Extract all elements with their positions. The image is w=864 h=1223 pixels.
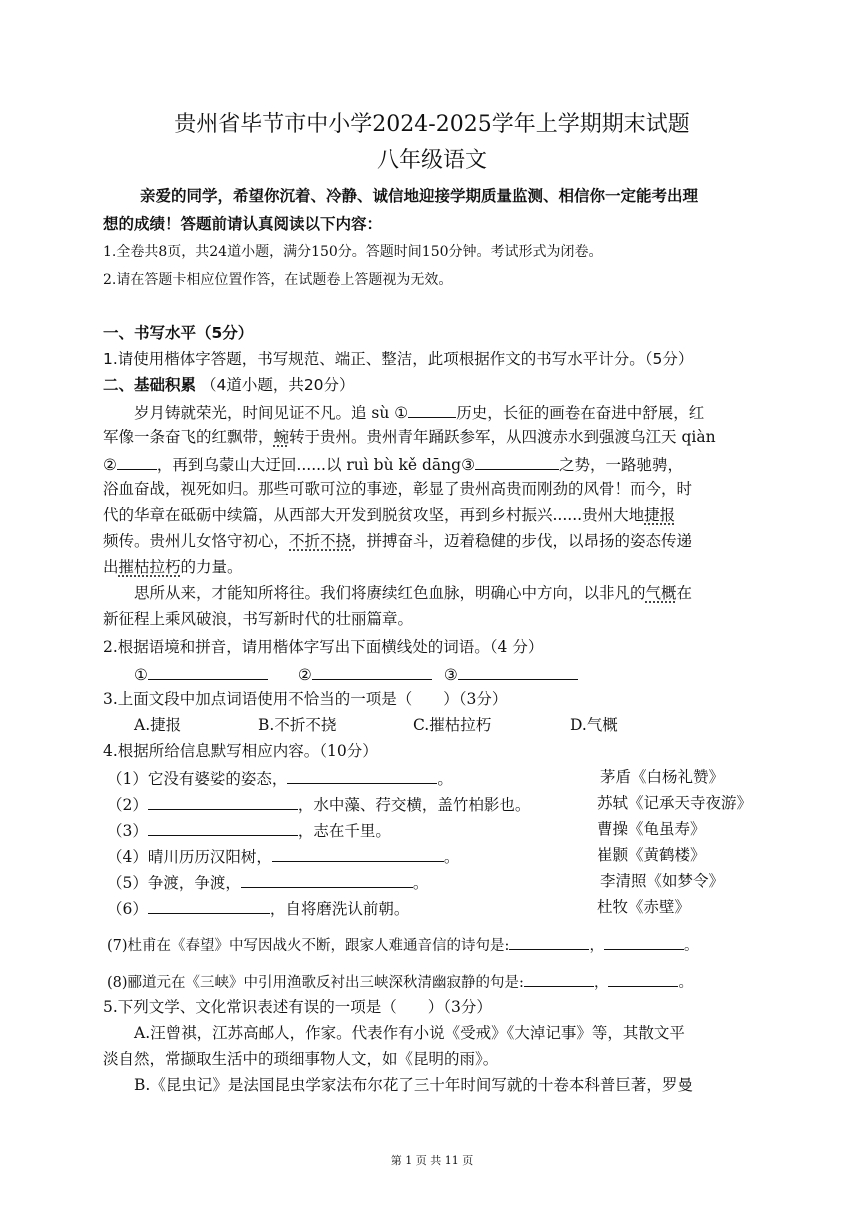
question-2: 2.根据语境和拼音，请用楷体字写出下面横线处的词语。（4 分） xyxy=(103,638,544,656)
passage-line-4: 浴血奋战，视死如归。那些可歌可泣的事迹，彰显了贵州高贵而刚劲的风骨！而今，时 xyxy=(103,480,693,498)
question-1: 1.请使用楷体字答题，书写规范、端正、整洁，此项根据作文的书写水平计分。（5分） xyxy=(103,350,694,368)
q4-author-1: 茅盾《白杨礼赞》 xyxy=(600,768,725,786)
passage-line-7 xyxy=(103,557,243,577)
passage-text: 代的华章在砥砺中续篇，从西部大开发到脱贫攻坚，再到乡村振兴......贵州大地 xyxy=(103,506,645,524)
q4-blank-7a[interactable] xyxy=(509,933,589,950)
intro-line-2: 想的成绩！答题前请认真阅读以下内容： xyxy=(103,215,383,233)
section2-heading: 二、基础积累 xyxy=(103,376,197,394)
q4-item-text: 。 xyxy=(443,848,460,866)
passage-text: 在 xyxy=(676,584,693,602)
q4-item-2 xyxy=(107,793,530,815)
answer-blank-3[interactable] xyxy=(475,453,559,470)
q4-blank-4[interactable] xyxy=(272,845,444,862)
q4-blank-2[interactable] xyxy=(148,793,298,810)
passage-text: ，拼搏奋斗，迈着稳健的步伐，以昂扬的姿态传递 xyxy=(351,532,693,550)
q2-blank-3[interactable] xyxy=(458,663,578,680)
q4-comma: ， xyxy=(589,938,604,954)
q4-comma: ， xyxy=(593,975,609,991)
question-3: 3.上面文段中加点词语使用不恰当的一项是（ ）（3分） xyxy=(103,690,508,708)
passage-line-9: 新征程上乘风破浪，书写新时代的壮丽篇章。 xyxy=(103,610,414,628)
passage-line-5 xyxy=(103,505,675,525)
q4-period: 。 xyxy=(678,975,693,991)
passage-line-1 xyxy=(134,401,704,423)
passage-text: 频传。贵州儿女恪守初心， xyxy=(103,532,290,550)
passage-text: 岁月铸就荣光，时间见证不凡。追 sù ① xyxy=(134,404,409,422)
q4-item-text: 。 xyxy=(437,770,453,788)
passage-text: ② xyxy=(103,456,117,474)
page-footer: 第 1 页 共 11 页 xyxy=(390,1154,474,1167)
q4-item-text: （3） xyxy=(107,822,148,840)
q4-item-text: (8)郦道元在《三峡》中引用渔歌反衬出三峡深秋清幽寂静的句是: xyxy=(107,975,524,991)
q4-item-text: ，志在千里。 xyxy=(297,822,391,840)
passage-line-6 xyxy=(103,531,692,551)
passage-text: 军像一条奋飞的红飘带， xyxy=(103,428,274,446)
q4-item-8 xyxy=(107,970,693,993)
q4-item-text: （6） xyxy=(107,900,148,918)
q4-item-5 xyxy=(107,871,428,893)
q5-option-a-line-1: A.汪曾祺，江苏高邮人，作家。代表作有小说《受戒》《大淖记事》等，其散文平 xyxy=(134,1024,685,1042)
q4-item-text: （4）晴川历历汉阳树， xyxy=(107,848,272,866)
q4-item-6 xyxy=(107,897,409,919)
q4-item-3 xyxy=(107,819,391,841)
q2-blank-1[interactable] xyxy=(148,663,268,680)
q4-blank-5[interactable] xyxy=(241,871,413,888)
q4-blank-8a[interactable] xyxy=(524,970,594,987)
q4-item-7 xyxy=(107,933,698,956)
q4-item-text: （2） xyxy=(107,796,148,814)
question-5: 5.下列文学、文化常识表述有误的一项是（ ）（3分） xyxy=(103,998,492,1016)
q4-author-5: 李清照《如梦令》 xyxy=(600,872,725,890)
q2-marker-2: ② xyxy=(297,666,312,684)
passage-line-8 xyxy=(134,583,692,603)
q4-period: 。 xyxy=(683,938,699,954)
passage-text: 历史，长征的画卷在奋进中舒展，红 xyxy=(456,404,705,422)
dotted-word: 蜿 xyxy=(273,428,290,446)
q2-blank-2[interactable] xyxy=(312,663,432,680)
dotted-word-cuikulaxiu: 摧枯拉朽 xyxy=(118,558,181,576)
section2-heading-note: （4道小题，共20分） xyxy=(200,376,355,394)
q4-item-text: 。 xyxy=(412,874,429,892)
passage-text: 的力量。 xyxy=(180,558,243,576)
q4-author-3: 曹操《龟虽寿》 xyxy=(597,820,706,838)
passage-text: 转于贵州。贵州青年踊跃参军，从四渡赤水到强渡乌江天 qiàn xyxy=(289,428,716,446)
q4-item-text: ，自将磨洗认前朝。 xyxy=(269,900,410,918)
q5-option-b-line-1: B.《昆虫记》是法国昆虫学家法布尔花了三十年时间写就的十卷本科普巨著，罗曼 xyxy=(134,1076,693,1094)
q2-blanks xyxy=(134,663,578,685)
dotted-word-buzhebunao: 不折不挠 xyxy=(289,532,352,550)
q3-option-a: A.捷报 xyxy=(134,716,182,734)
q4-item-1 xyxy=(107,767,453,789)
passage-text: 思所从来，才能知所将往。我们将赓续红色血脉，明确心中方向，以非凡的 xyxy=(134,584,646,602)
section1-heading: 一、书写水平（5分） xyxy=(103,324,254,342)
exam-subtitle: 八年级语文 xyxy=(376,148,487,173)
q4-author-2: 苏轼《记承天寺夜游》 xyxy=(597,794,753,812)
q3-option-b: B.不折不挠 xyxy=(258,716,337,734)
exam-title: 贵州省毕节市中小学2024-2025学年上学期期末试题 xyxy=(174,112,690,137)
intro-line-1: 亲爱的同学，希望你沉着、冷静、诚信地迎接学期质量监测、相信你一定能考出理 xyxy=(140,187,699,205)
q4-author-6: 杜牧《赤壁》 xyxy=(597,898,691,916)
answer-blank-2[interactable] xyxy=(117,453,157,470)
passage-line-2 xyxy=(103,427,716,447)
dotted-word-jiebao: 捷报 xyxy=(644,506,676,524)
q3-option-d: D.气概 xyxy=(570,716,618,734)
q2-marker-3: ③ xyxy=(443,666,458,684)
q3-option-c: C.摧枯拉朽 xyxy=(413,716,492,734)
passage-line-3 xyxy=(103,453,683,475)
q4-item-4 xyxy=(107,845,459,867)
q5-option-a-line-2: 淡自然，常撷取生活中的琐细事物人文，如《昆明的雨》。 xyxy=(103,1050,499,1068)
answer-blank-1[interactable] xyxy=(408,401,456,418)
q4-item-text: ，水中藻、荇交横，盖竹柏影也。 xyxy=(297,796,531,814)
q4-blank-6[interactable] xyxy=(148,897,270,914)
passage-text: 出 xyxy=(103,558,119,576)
section2-heading-row xyxy=(103,375,355,395)
q4-blank-7b[interactable] xyxy=(604,933,684,950)
q4-item-text: (7)杜甫在《春望》中写因战火不断，跟家人难通音信的诗句是: xyxy=(107,938,510,954)
question-4: 4.根据所给信息默写相应内容。（10分） xyxy=(103,742,378,760)
passage-text: 之势，一路驰骋， xyxy=(558,456,683,474)
note-2: 2.请在答题卡相应位置作答，在试题卷上答题视为无效。 xyxy=(103,272,453,288)
dotted-word-qigai: 气概 xyxy=(645,584,677,602)
note-1: 1.全卷共8页，共24道小题，满分150分。答题时间150分钟。考试形式为闭卷。 xyxy=(103,244,603,260)
q2-marker-1: ① xyxy=(134,666,148,684)
q4-blank-1[interactable] xyxy=(287,767,437,784)
q4-item-text: （1）它没有婆娑的姿态， xyxy=(107,770,288,788)
q4-blank-8b[interactable] xyxy=(608,970,678,987)
passage-text: ，再到乌蒙山大迂回......以 ruì bù kě dāng③ xyxy=(156,456,475,474)
q4-item-text: （5）争渡，争渡， xyxy=(107,874,241,892)
q4-author-4: 崔颢《黄鹤楼》 xyxy=(597,846,706,864)
q4-blank-3[interactable] xyxy=(148,819,298,836)
